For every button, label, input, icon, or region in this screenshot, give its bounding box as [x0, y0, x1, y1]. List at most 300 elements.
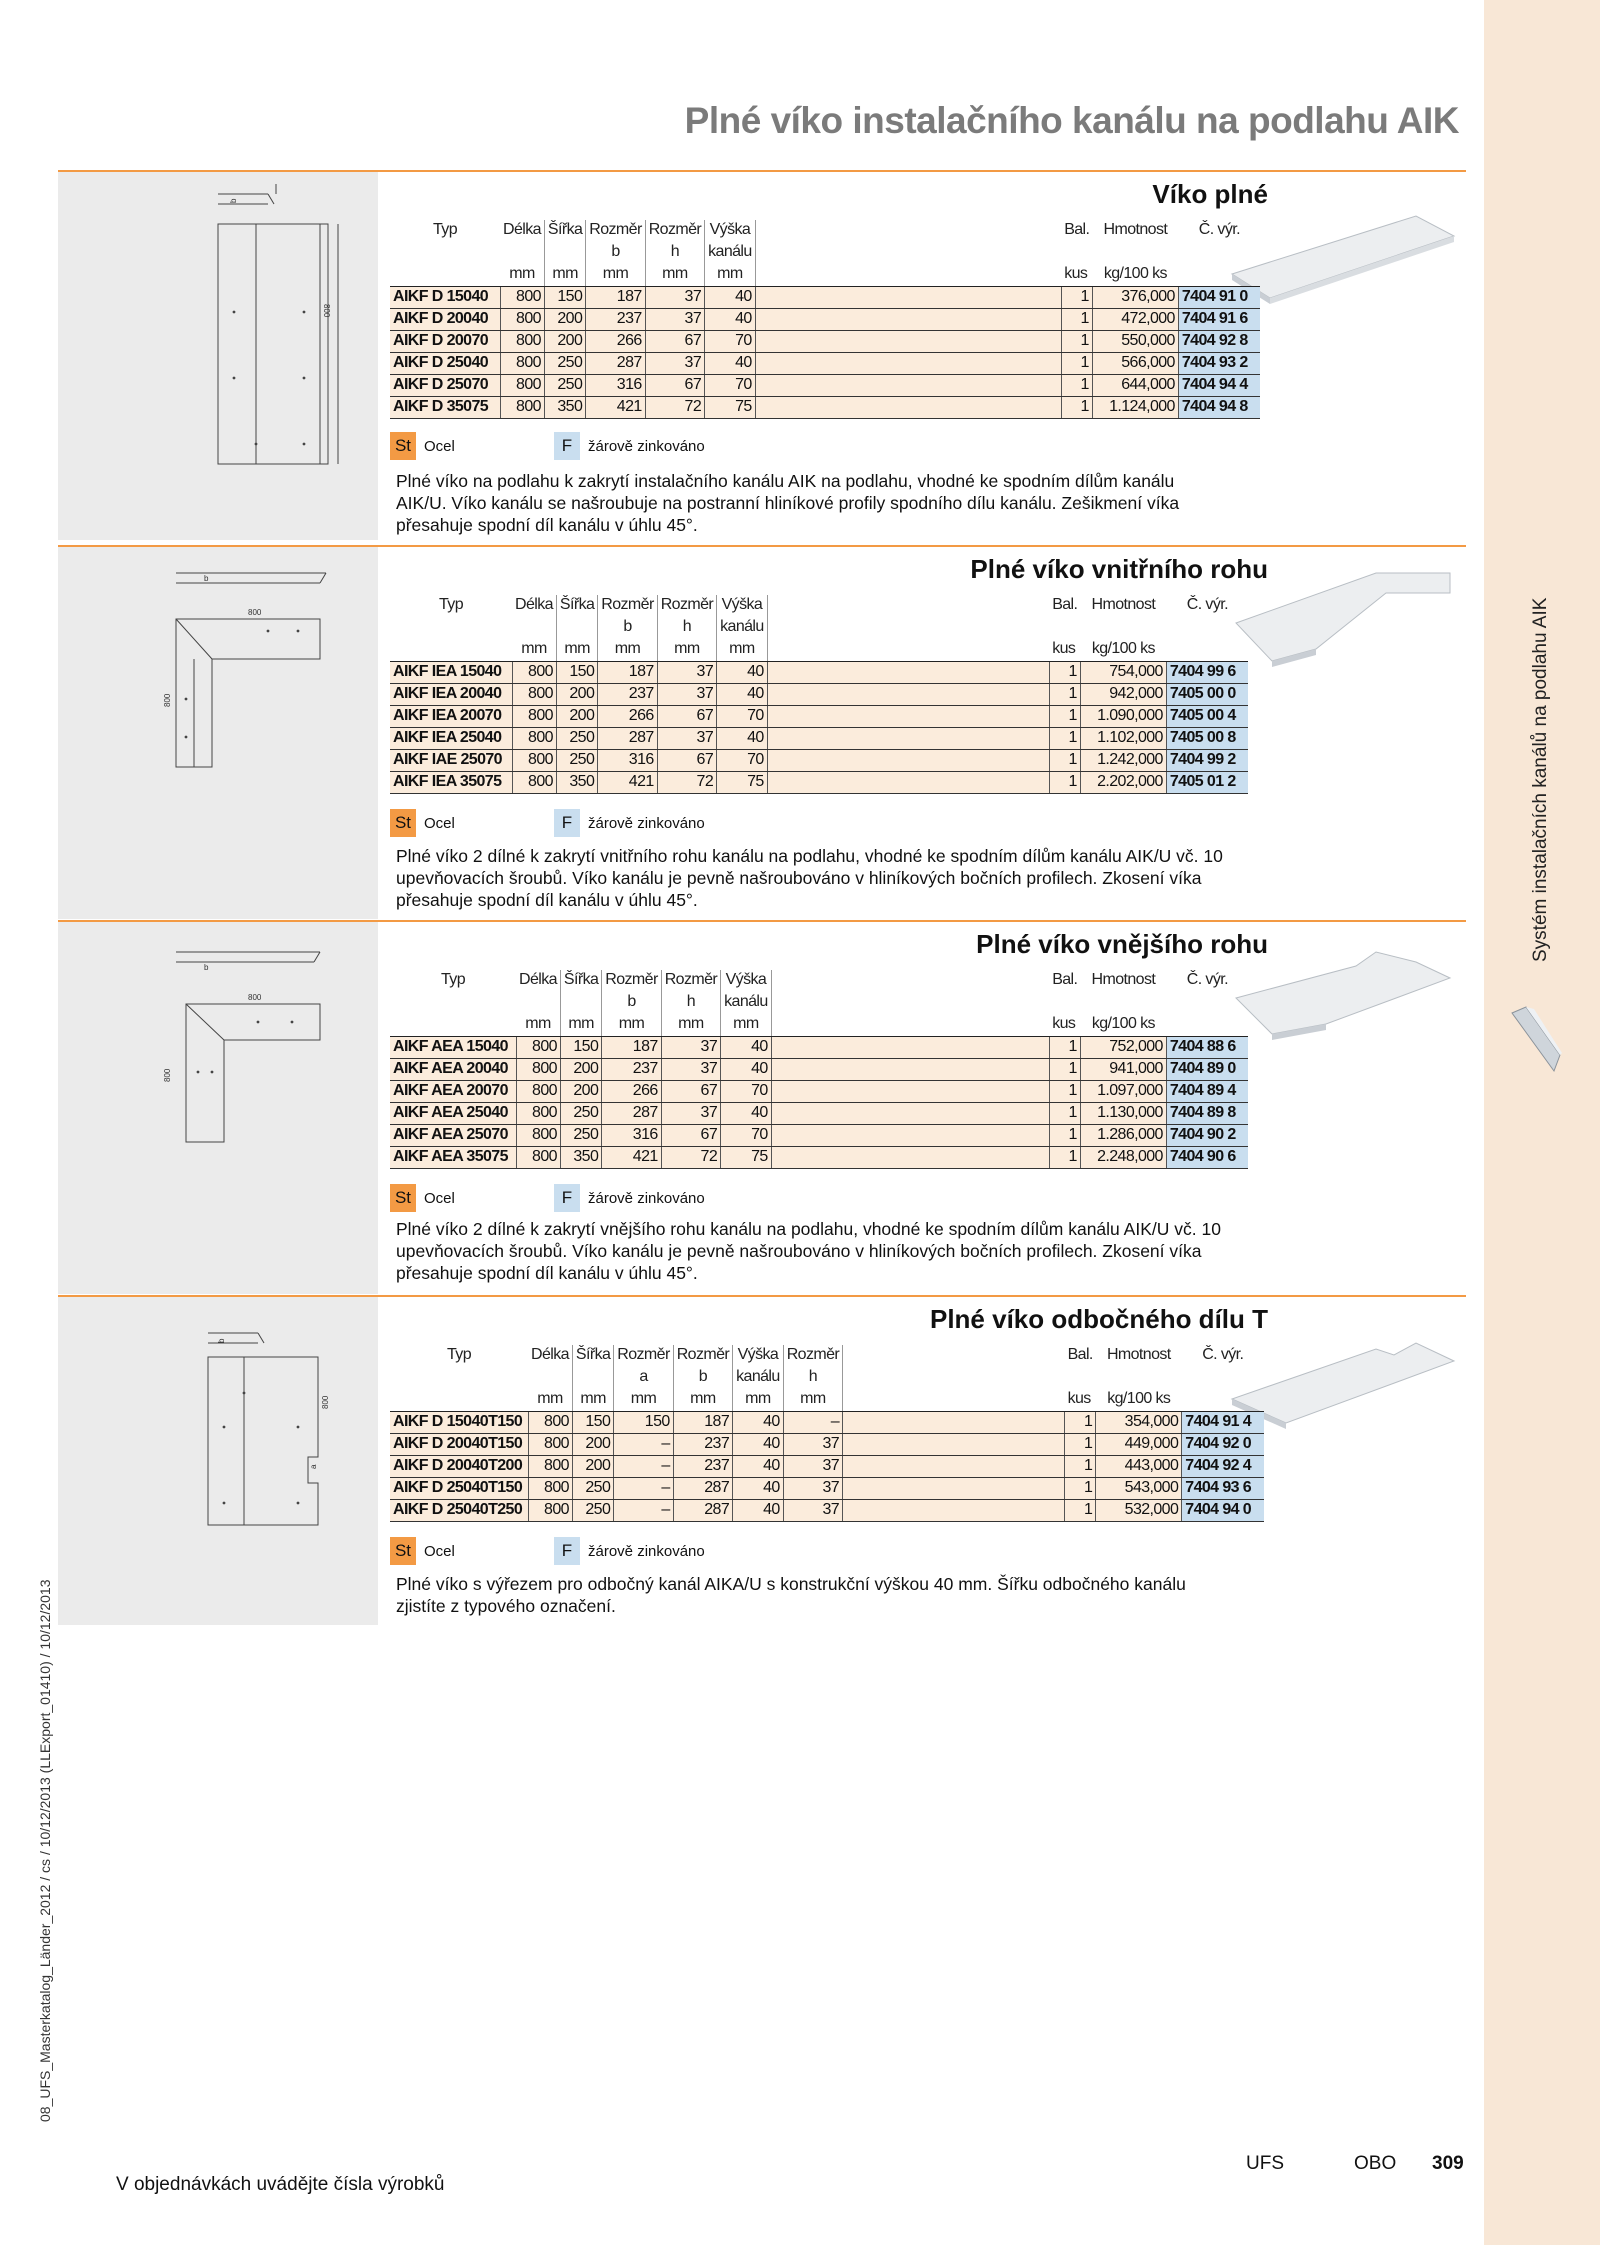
section-description: Plné víko s výřezem pro odbočný kanál AIKA/U s konstrukční výškou 40 mm. Šířku odbočného kanálu zjistíte z typového označení. [396, 1574, 1186, 1616]
value-cell: 287 [673, 1477, 732, 1499]
dim-b-label: b [229, 198, 238, 203]
article-number-cell: 7404 93 6 [1182, 1477, 1264, 1499]
article-number-cell: 7405 00 4 [1166, 705, 1248, 727]
value-cell: 752,000 [1080, 1036, 1166, 1058]
spec-table: Typ Délka Šířka Rozměr Rozměr Výška Bal. Hmotnost Č. výr. b h kanálu mm mm mm mm mm kus kg/100 ks AIKF IEA 15040 800 150 187 37 40 1 754,000 7404 99 6 AIKF IEA 20040 800 200 237 37 40 1 942,000 7405 00 0 AIKF IEA 20070 800 200 266 67 70 1 1.090,000 7405 00 4 AIKF IEA 25040 800 250 287 37 40 1 1.102,000 7405 00 8 AIKF IAE 25070 800 250 316 67 70 1 1.242,000 7404 99 2 AIKF IEA 35075 800 350 421 72 75 1 2.202,000 7405 01 2 [390, 595, 1248, 794]
product-image [1226, 202, 1458, 312]
value-cell: 800 [516, 1058, 560, 1080]
value-cell: 1 [1049, 661, 1080, 683]
value-cell: 1.090,000 [1080, 705, 1166, 727]
value-cell: 1 [1061, 352, 1092, 374]
value-cell: 70 [721, 1124, 772, 1146]
table-row [390, 1433, 1264, 1455]
value-cell: 40 [705, 308, 756, 330]
table-row [390, 683, 1248, 705]
side-product-thumbnail [1508, 1005, 1562, 1073]
value-cell: 40 [733, 1455, 784, 1477]
value-cell: 37 [645, 308, 704, 330]
article-number-cell: 7404 99 6 [1166, 661, 1248, 683]
section-title: Víko plné [1152, 179, 1268, 209]
type-cell: AIKF D 25070 [390, 374, 500, 396]
value-cell: 37 [783, 1477, 842, 1499]
value-cell: 266 [586, 330, 645, 352]
value-cell: 187 [673, 1411, 732, 1433]
finish-f-badge: F [554, 432, 580, 460]
value-cell: 72 [645, 396, 704, 418]
value-cell: 1.130,000 [1080, 1102, 1166, 1124]
spacer-cell [767, 705, 1049, 727]
value-cell: 421 [598, 771, 657, 793]
value-cell: 1 [1049, 771, 1080, 793]
table-row [390, 1499, 1264, 1521]
value-cell: 266 [602, 1080, 661, 1102]
table-row [390, 396, 1260, 418]
value-cell: 37 [645, 352, 704, 374]
value-cell: 40 [721, 1058, 772, 1080]
value-cell: 1 [1065, 1433, 1096, 1455]
material-st-badge: St [390, 809, 416, 837]
value-cell: 1 [1061, 374, 1092, 396]
dim-800-label: 800 [248, 608, 262, 617]
value-cell: 37 [783, 1455, 842, 1477]
value-cell: 67 [657, 705, 716, 727]
value-cell: 75 [705, 396, 756, 418]
type-cell: AIKF D 35075 [390, 396, 500, 418]
value-cell: 800 [500, 374, 544, 396]
side-tab [1484, 0, 1600, 2245]
value-cell: 250 [572, 1499, 613, 1521]
article-number-cell: 7405 00 8 [1166, 727, 1248, 749]
type-cell: AIKF IEA 35075 [390, 771, 512, 793]
spacer-cell [755, 308, 1061, 330]
table-row [390, 1411, 1264, 1433]
value-cell: 543,000 [1096, 1477, 1182, 1499]
value-cell: 1.097,000 [1080, 1080, 1166, 1102]
spacer-cell [767, 683, 1049, 705]
type-cell: AIKF D 20040T150 [390, 1433, 528, 1455]
value-cell: 800 [512, 705, 556, 727]
article-number-cell: 7404 91 6 [1178, 308, 1260, 330]
value-cell: 1 [1065, 1499, 1096, 1521]
table-row [390, 1146, 1248, 1168]
value-cell: 75 [721, 1146, 772, 1168]
table-row [390, 1058, 1248, 1080]
spec-table: Typ Délka Šířka Rozměr Rozměr Výška Rozměr Bal. Hmotnost Č. výr. a b kanálu h mm mm mm mm mm mm kus kg/100 ks AIKF D 15040T150 800 150 150 187 40 – 1 354,000 7404 91 4 AIKF D 20040T150 800 200 – 237 40 37 1 449,000 7404 92 0 AIKF D 20040T200 800 200 – 237 40 37 1 443,000 7404 92 4 AIKF D 25040T150 800 250 – 287 40 37 1 543,000 7404 93 6 AIKF D 25040T250 800 250 – 287 40 37 1 532,000 7404 94 0 [390, 1345, 1264, 1522]
material-st-label: Ocel [424, 1543, 455, 1560]
value-cell: 1.286,000 [1080, 1124, 1166, 1146]
spacer-cell [771, 1058, 1049, 1080]
dim-b-label: b [204, 574, 209, 583]
section-vika-plne [58, 170, 1466, 540]
material-st-label: Ocel [424, 438, 455, 455]
page-title: Plné víko instalačního kanálu na podlahu AIK [684, 100, 1459, 141]
type-cell: AIKF IEA 20040 [390, 683, 512, 705]
table-row [390, 374, 1260, 396]
spacer-cell [767, 749, 1049, 771]
article-number-cell: 7404 90 2 [1166, 1124, 1248, 1146]
value-cell: 40 [717, 727, 768, 749]
value-cell: 1 [1049, 705, 1080, 727]
article-number-cell: 7404 94 0 [1182, 1499, 1264, 1521]
value-cell: 354,000 [1096, 1411, 1182, 1433]
value-cell: 250 [560, 1124, 601, 1146]
value-cell: 40 [721, 1102, 772, 1124]
type-cell: AIKF D 15040 [390, 286, 500, 308]
spacer-cell [767, 771, 1049, 793]
finish-f-label: žárově zinkováno [588, 1190, 705, 1207]
value-cell: 532,000 [1096, 1499, 1182, 1521]
section-description: Plné víko 2 dílné k zakrytí vnitřního rohu kanálu na podlahu, vhodné ke spodním dílům kanálu AIK/U vč. 10 upevňovacích šroubů. Víko kanálu je pevně našroubováno v hliníkových bočních profilech. Zkosení víka přesahuje spodní díl kanálu v úhlu 45°. [396, 846, 1223, 910]
table-row [390, 661, 1248, 683]
type-cell: AIKF D 20040T200 [390, 1455, 528, 1477]
product-image [1226, 563, 1458, 673]
value-cell: 550,000 [1092, 330, 1178, 352]
article-number-cell: 7405 00 0 [1166, 683, 1248, 705]
material-st-label: Ocel [424, 1190, 455, 1207]
value-cell: 287 [602, 1102, 661, 1124]
value-cell: 1 [1049, 1058, 1080, 1080]
value-cell: 800 [500, 286, 544, 308]
value-cell: 200 [544, 330, 585, 352]
finish-f-badge: F [554, 809, 580, 837]
dim-b-label: b [204, 963, 209, 972]
value-cell: 150 [614, 1411, 673, 1433]
article-number-cell: 7404 88 6 [1166, 1036, 1248, 1058]
article-number-cell: 7405 01 2 [1166, 771, 1248, 793]
article-number-cell: 7404 89 4 [1166, 1080, 1248, 1102]
value-cell: 37 [661, 1102, 720, 1124]
article-number-cell: 7404 99 2 [1166, 749, 1248, 771]
value-cell: 800 [512, 683, 556, 705]
type-cell: AIKF IEA 25040 [390, 727, 512, 749]
spacer-cell [771, 1146, 1049, 1168]
value-cell: 237 [673, 1455, 732, 1477]
value-cell: 150 [556, 661, 597, 683]
value-cell: 67 [657, 749, 716, 771]
article-number-cell: 7404 92 8 [1178, 330, 1260, 352]
value-cell: 237 [586, 308, 645, 330]
value-cell: 67 [661, 1080, 720, 1102]
value-cell: 800 [500, 308, 544, 330]
value-cell: 1 [1061, 396, 1092, 418]
spec-table: Typ Délka Šířka Rozměr Rozměr Výška Bal. Hmotnost Č. výr. b h kanálu mm mm mm mm mm kus kg/100 ks AIKF D 15040 800 150 187 37 40 1 376,000 7404 91 0 AIKF D 20040 800 200 237 37 40 1 472,000 7404 91 6 AIKF D 20070 800 200 266 67 70 1 550,000 7404 92 8 AIKF D 25040 800 250 287 37 40 1 566,000 7404 93 2 AIKF D 25070 800 250 316 67 70 1 644,000 7404 94 4 AIKF D 35075 800 350 421 72 75 1 1.124,000 7404 94 8 [390, 220, 1260, 419]
product-image [1226, 938, 1458, 1048]
section-title: Plné víko vnitřního rohu [970, 554, 1268, 584]
value-cell: 942,000 [1080, 683, 1166, 705]
table-row [390, 749, 1248, 771]
value-cell: 1 [1061, 330, 1092, 352]
value-cell: 37 [783, 1499, 842, 1521]
value-cell: 1 [1049, 683, 1080, 705]
table-row [390, 286, 1260, 308]
value-cell: 37 [661, 1058, 720, 1080]
spacer-cell [767, 661, 1049, 683]
value-cell: 1 [1065, 1455, 1096, 1477]
value-cell: 800 [516, 1080, 560, 1102]
value-cell: 316 [598, 749, 657, 771]
type-cell: AIKF D 20040 [390, 308, 500, 330]
value-cell: 800 [500, 352, 544, 374]
value-cell: 350 [560, 1146, 601, 1168]
spec-rows [390, 1036, 1248, 1168]
spacer-cell [771, 1036, 1049, 1058]
value-cell: 72 [661, 1146, 720, 1168]
value-cell: 200 [544, 308, 585, 330]
spec-rows [390, 661, 1248, 793]
article-number-cell: 7404 94 4 [1178, 374, 1260, 396]
value-cell: 40 [717, 661, 768, 683]
table-row [390, 705, 1248, 727]
dim-800b-label: 800 [163, 1068, 172, 1082]
spacer-cell [755, 286, 1061, 308]
value-cell: 40 [733, 1499, 784, 1521]
section-description: Plné víko na podlahu k zakrytí instalačního kanálu AIK na podlahu, vhodné ke spodním dílům kanálu AIK/U. Víko kanálu se našroubuje na postranní hliníkové profily spodního dílu kanálu. Zešikmení víka přesahuje spodní díl kanálu v úhlu 45°. [396, 471, 1180, 535]
value-cell: 150 [560, 1036, 601, 1058]
value-cell: 70 [705, 374, 756, 396]
value-cell: 421 [586, 396, 645, 418]
value-cell: 40 [705, 352, 756, 374]
value-cell: 800 [528, 1433, 572, 1455]
value-cell: 40 [721, 1036, 772, 1058]
value-cell: 1.102,000 [1080, 727, 1166, 749]
type-cell: AIKF D 25040T150 [390, 1477, 528, 1499]
value-cell: 754,000 [1080, 661, 1166, 683]
technical-drawing [58, 172, 378, 540]
value-cell: 1 [1061, 286, 1092, 308]
value-cell: – [614, 1477, 673, 1499]
value-cell: 37 [645, 286, 704, 308]
spec-table: Typ Délka Šířka Rozměr Rozměr Výška Bal. Hmotnost Č. výr. b h kanálu mm mm mm mm mm kus kg/100 ks AIKF AEA 15040 800 150 187 37 40 1 752,000 7404 88 6 AIKF AEA 20040 800 200 237 37 40 1 941,000 7404 89 0 AIKF AEA 20070 800 200 266 67 70 1 1.097,000 7404 89 4 AIKF AEA 25040 800 250 287 37 40 1 1.130,000 7404 89 8 AIKF AEA 25070 800 250 316 67 70 1 1.286,000 7404 90 2 AIKF AEA 35075 800 350 421 72 75 1 2.248,000 7404 90 6 [390, 970, 1248, 1169]
value-cell: 316 [602, 1124, 661, 1146]
value-cell: 800 [528, 1499, 572, 1521]
section-description: Plné víko 2 dílné k zakrytí vnějšího rohu kanálu na podlahu, vhodné ke spodním dílům kanálu AIK/U vč. 10 upevňovacích šroubů. Víko kanálu je pevně našroubováno v hliníkových bočních profilech. Zkosení víka přesahuje spodní díl kanálu v úhlu 45°. [396, 1219, 1221, 1283]
spacer-cell [767, 727, 1049, 749]
type-cell: AIKF D 25040 [390, 352, 500, 374]
value-cell: 350 [544, 396, 585, 418]
type-cell: AIKF D 15040T150 [390, 1411, 528, 1433]
value-cell: 237 [602, 1058, 661, 1080]
type-cell: AIKF D 25040T250 [390, 1499, 528, 1521]
value-cell: 1 [1049, 1036, 1080, 1058]
value-cell: – [614, 1433, 673, 1455]
value-cell: 70 [705, 330, 756, 352]
material-st-badge: St [390, 1537, 416, 1565]
section-vnitrni-roh [58, 545, 1466, 920]
value-cell: 250 [556, 727, 597, 749]
table-row [390, 1477, 1264, 1499]
value-cell: 70 [717, 749, 768, 771]
article-number-cell: 7404 90 6 [1166, 1146, 1248, 1168]
value-cell: 37 [657, 683, 716, 705]
value-cell: – [783, 1411, 842, 1433]
value-cell: 150 [544, 286, 585, 308]
spacer-cell [843, 1411, 1065, 1433]
article-number-cell: 7404 91 0 [1178, 286, 1260, 308]
spacer-cell [771, 1080, 1049, 1102]
value-cell: 200 [556, 683, 597, 705]
spacer-cell [843, 1455, 1065, 1477]
section-title: Plné víko vnějšího rohu [976, 929, 1268, 959]
value-cell: 250 [572, 1477, 613, 1499]
value-cell: 75 [717, 771, 768, 793]
section-vnejsi-roh [58, 920, 1466, 1295]
finish-f-label: žárově zinkováno [588, 1543, 705, 1560]
value-cell: 70 [721, 1080, 772, 1102]
value-cell: 237 [673, 1433, 732, 1455]
section-odbocny-dil-t [58, 1295, 1466, 1625]
spacer-cell [755, 374, 1061, 396]
value-cell: 37 [657, 661, 716, 683]
article-number-cell: 7404 92 4 [1182, 1455, 1264, 1477]
table-row [390, 727, 1248, 749]
material-st-label: Ocel [424, 815, 455, 832]
footer-brand-obo: OBO [1354, 2153, 1397, 2174]
value-cell: 800 [516, 1146, 560, 1168]
value-cell: 40 [733, 1433, 784, 1455]
value-cell: 37 [661, 1036, 720, 1058]
value-cell: 800 [528, 1477, 572, 1499]
article-number-cell: 7404 89 0 [1166, 1058, 1248, 1080]
value-cell: 2.202,000 [1080, 771, 1166, 793]
page-number: 309 [1432, 2153, 1464, 2174]
value-cell: 266 [598, 705, 657, 727]
article-number-cell: 7404 92 0 [1182, 1433, 1264, 1455]
table-row [390, 1080, 1248, 1102]
spacer-cell [755, 396, 1061, 418]
value-cell: 200 [556, 705, 597, 727]
value-cell: 941,000 [1080, 1058, 1166, 1080]
spacer-cell [771, 1124, 1049, 1146]
value-cell: 72 [657, 771, 716, 793]
value-cell: 1 [1049, 1080, 1080, 1102]
value-cell: 287 [586, 352, 645, 374]
article-number-cell: 7404 93 2 [1178, 352, 1260, 374]
value-cell: 237 [598, 683, 657, 705]
technical-drawing [58, 547, 378, 919]
value-cell: 800 [528, 1411, 572, 1433]
value-cell: 40 [717, 683, 768, 705]
spec-rows [390, 1411, 1264, 1521]
value-cell: 566,000 [1092, 352, 1178, 374]
dim-800-label: 800 [322, 304, 331, 318]
value-cell: 316 [586, 374, 645, 396]
value-cell: 800 [516, 1036, 560, 1058]
dim-b-label: b [217, 1338, 226, 1343]
value-cell: 287 [598, 727, 657, 749]
value-cell: 1 [1049, 1102, 1080, 1124]
value-cell: 250 [544, 352, 585, 374]
value-cell: 1 [1061, 308, 1092, 330]
value-cell: 800 [516, 1102, 560, 1124]
type-cell: AIKF AEA 35075 [390, 1146, 516, 1168]
type-cell: AIKF AEA 25070 [390, 1124, 516, 1146]
value-cell: 37 [657, 727, 716, 749]
type-cell: AIKF AEA 15040 [390, 1036, 516, 1058]
value-cell: 800 [512, 661, 556, 683]
type-cell: AIKF AEA 20040 [390, 1058, 516, 1080]
value-cell: 2.248,000 [1080, 1146, 1166, 1168]
spacer-cell [755, 330, 1061, 352]
table-row [390, 771, 1248, 793]
value-cell: 40 [733, 1477, 784, 1499]
value-cell: 40 [733, 1411, 784, 1433]
value-cell: 472,000 [1092, 308, 1178, 330]
footer-brand-ufs: UFS [1246, 2153, 1284, 2174]
table-row [390, 1124, 1248, 1146]
technical-drawing [58, 922, 378, 1294]
spacer-cell [771, 1102, 1049, 1124]
value-cell: 200 [572, 1433, 613, 1455]
value-cell: 187 [598, 661, 657, 683]
spacer-cell [755, 352, 1061, 374]
dim-800b-label: 800 [163, 693, 172, 707]
type-cell: AIKF AEA 25040 [390, 1102, 516, 1124]
value-cell: 644,000 [1092, 374, 1178, 396]
value-cell: 250 [560, 1102, 601, 1124]
article-number-cell: 7404 94 8 [1178, 396, 1260, 418]
value-cell: 800 [500, 330, 544, 352]
finish-f-badge: F [554, 1537, 580, 1565]
side-vertical-label: Systém instalačních kanálů na podlahu AIK [1530, 597, 1551, 962]
value-cell: 67 [645, 330, 704, 352]
dim-800-label: 800 [248, 993, 262, 1002]
article-number-cell: 7404 89 8 [1166, 1102, 1248, 1124]
value-cell: 800 [512, 771, 556, 793]
value-cell: 67 [645, 374, 704, 396]
table-row [390, 308, 1260, 330]
value-cell: 250 [556, 749, 597, 771]
table-row [390, 1036, 1248, 1058]
value-cell: 1 [1065, 1477, 1096, 1499]
footer-note: V objednávkách uvádějte čísla výrobků [116, 2174, 445, 2195]
value-cell: 443,000 [1096, 1455, 1182, 1477]
value-cell: 150 [572, 1411, 613, 1433]
table-row [390, 1102, 1248, 1124]
value-cell: 800 [516, 1124, 560, 1146]
value-cell: 1.124,000 [1092, 396, 1178, 418]
value-cell: 1 [1049, 1124, 1080, 1146]
type-cell: AIKF IEA 15040 [390, 661, 512, 683]
value-cell: – [614, 1455, 673, 1477]
value-cell: 67 [661, 1124, 720, 1146]
article-number-cell: 7404 91 4 [1182, 1411, 1264, 1433]
table-row [390, 330, 1260, 352]
value-cell: 376,000 [1092, 286, 1178, 308]
value-cell: 200 [560, 1058, 601, 1080]
value-cell: 40 [705, 286, 756, 308]
value-cell: 200 [572, 1455, 613, 1477]
value-cell: 800 [528, 1455, 572, 1477]
technical-drawing [58, 1297, 378, 1625]
value-cell: 800 [500, 396, 544, 418]
value-cell: 187 [586, 286, 645, 308]
value-cell: 421 [602, 1146, 661, 1168]
dim-a-label: a [309, 1464, 318, 1469]
value-cell: 800 [512, 727, 556, 749]
type-cell: AIKF IEA 20070 [390, 705, 512, 727]
finish-f-badge: F [554, 1184, 580, 1212]
table-row [390, 1455, 1264, 1477]
section-title: Plné víko odbočného dílu T [929, 1304, 1268, 1334]
dim-800-label: 800 [321, 1395, 330, 1409]
spacer-cell [843, 1433, 1065, 1455]
type-cell: AIKF D 20070 [390, 330, 500, 352]
value-cell: 250 [544, 374, 585, 396]
table-row [390, 352, 1260, 374]
value-cell: 1 [1049, 749, 1080, 771]
finish-f-label: žárově zinkováno [588, 815, 705, 832]
value-cell: 1 [1049, 727, 1080, 749]
